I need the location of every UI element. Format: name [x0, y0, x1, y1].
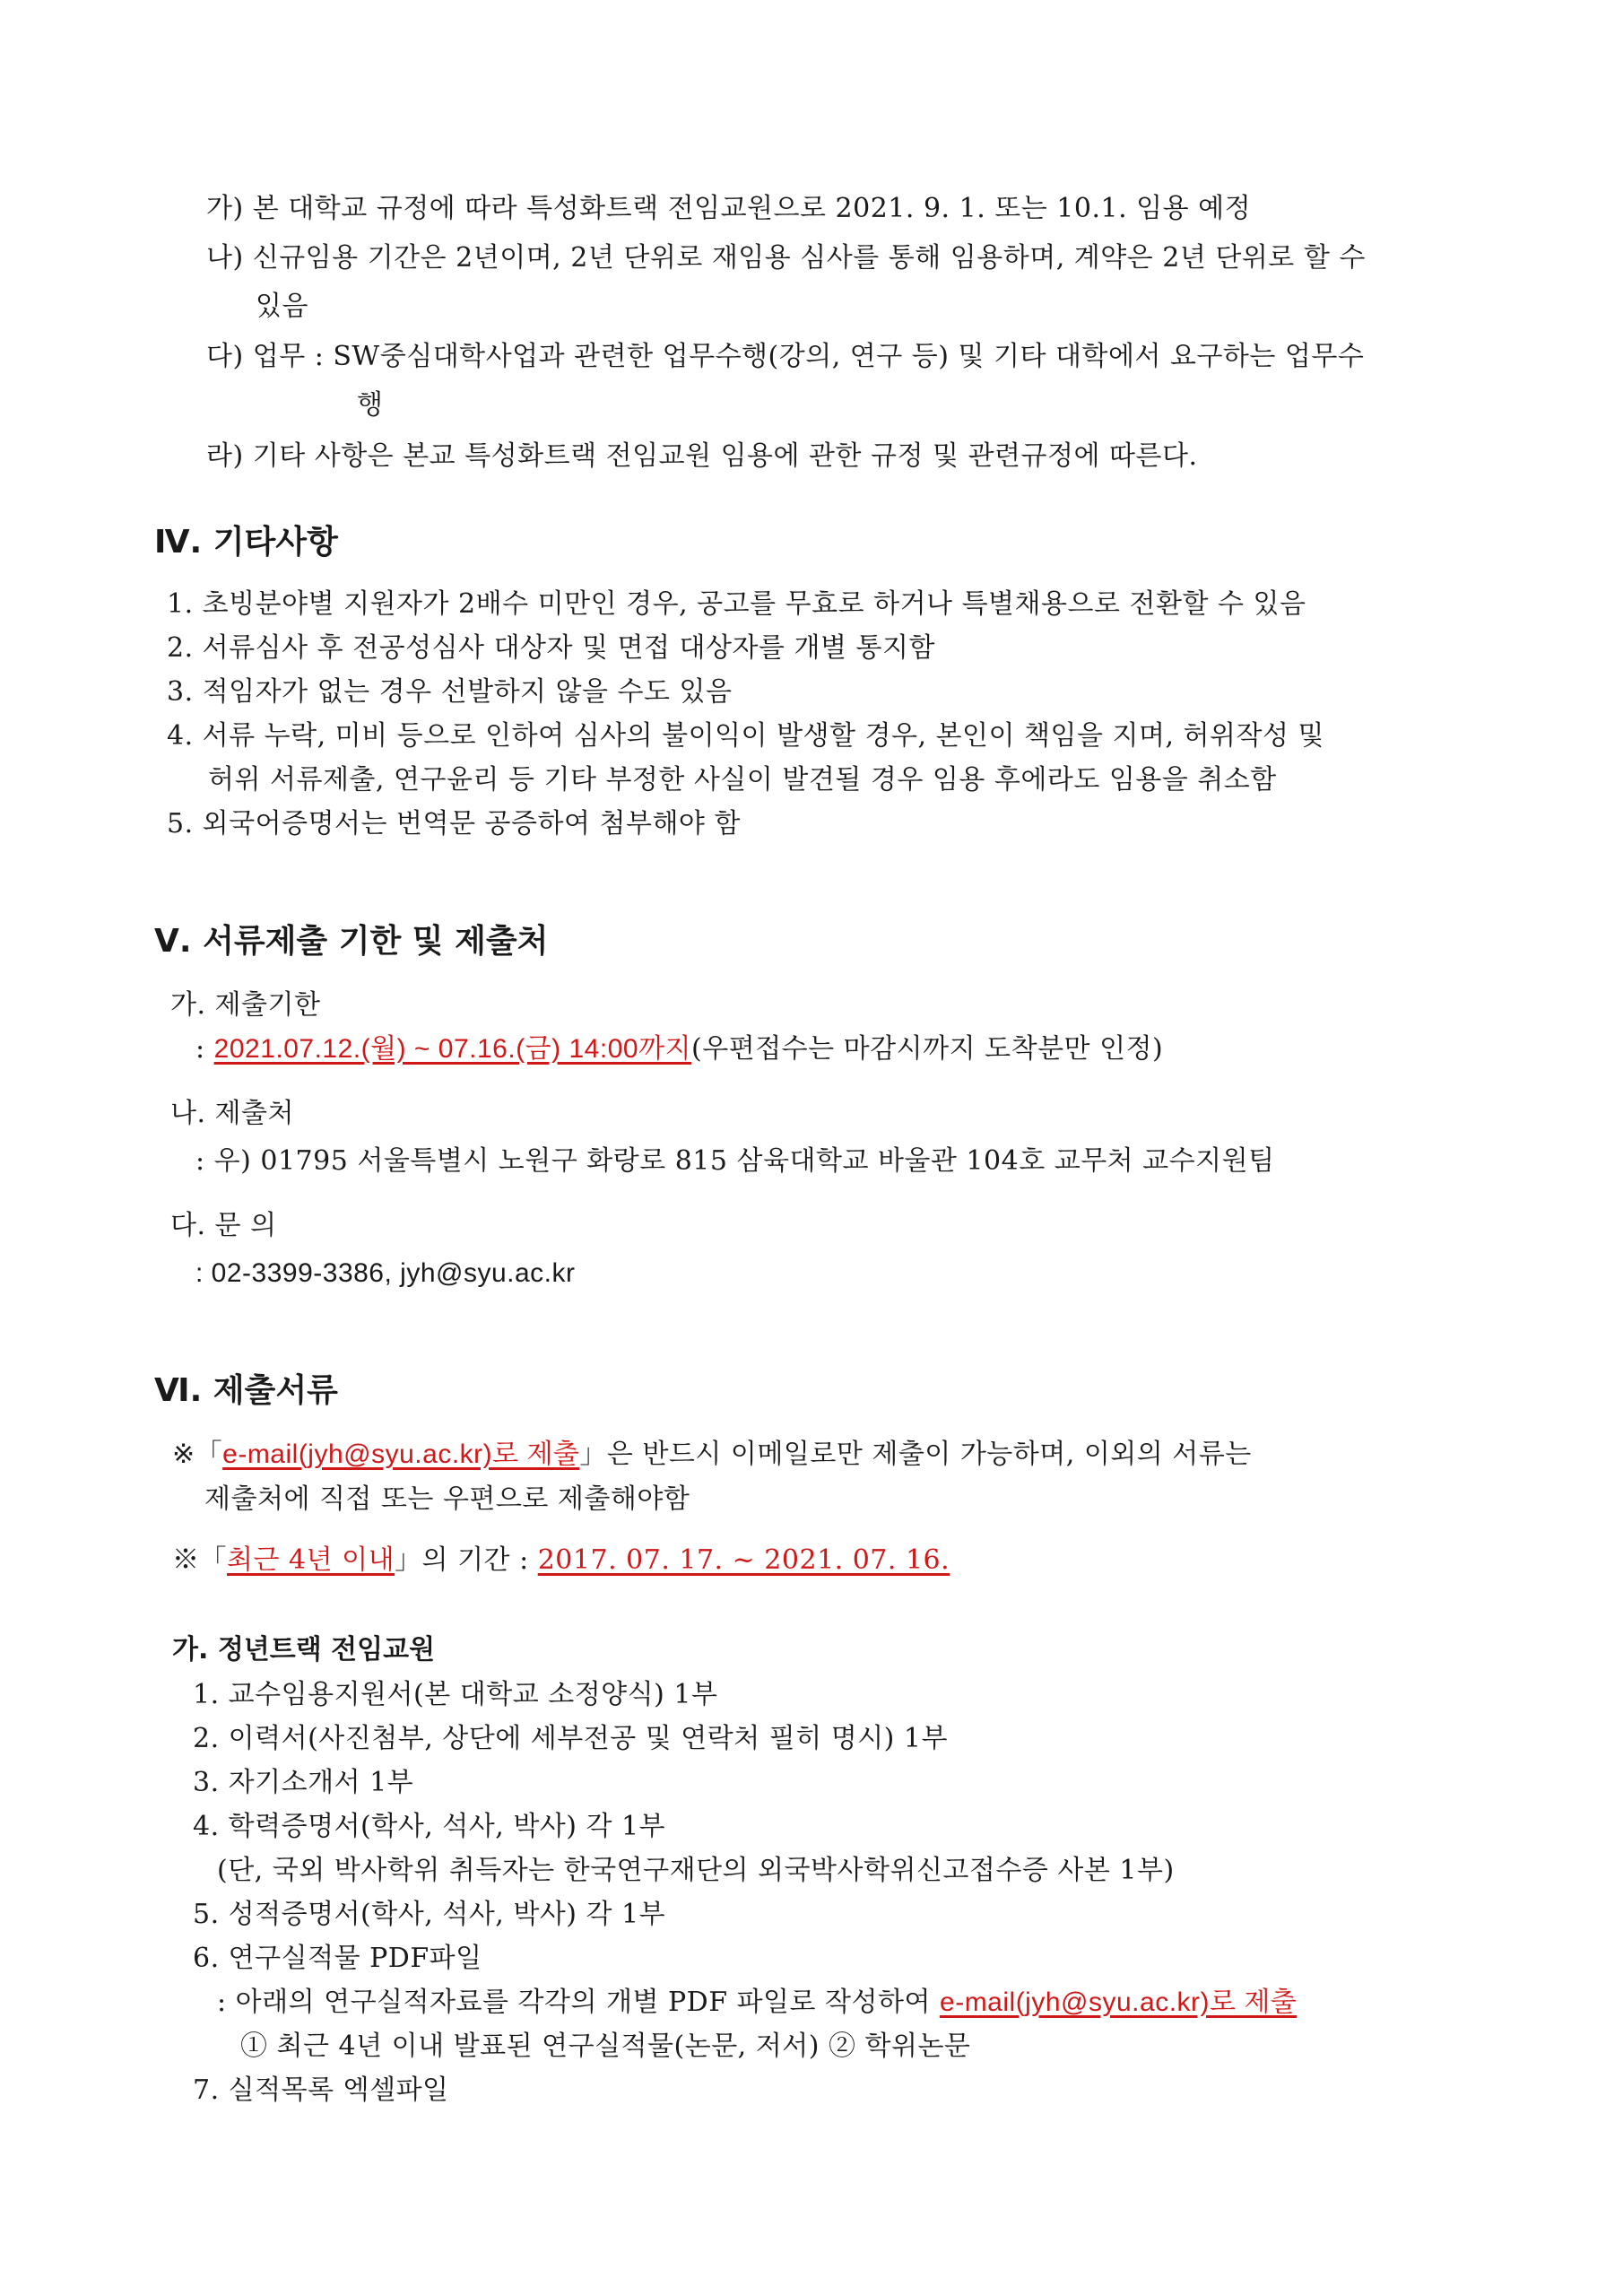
deadline-colon: :: [195, 1033, 214, 1065]
etc-item-1: 1. 초빙분야별 지원자가 2배수 미만인 경우, 공고를 무효로 하거나 특별채용으로 전환할 수 있음: [167, 588, 1306, 620]
item-da-line1: 다) 업무 : SW중심대학사업과 관련한 업무수행(강의, 연구 등) 및 기타 대학에서 요구하는 업무수: [206, 341, 1365, 372]
section-title-submission: Ⅴ. 서류제출 기한 및 제출처: [154, 923, 549, 960]
doc-item-6: 6. 연구실적물 PDF파일: [193, 1943, 482, 1974]
period-range: 2017. 07. 17. ~ 2021. 07. 16.: [537, 1544, 950, 1576]
doc-item-2: 2. 이력서(사진첨부, 상단에 세부전공 및 연락처 필히 명시) 1부: [193, 1723, 948, 1754]
deadline-label: 가. 제출기한: [170, 989, 321, 1021]
deadline-row: [195, 1031, 1163, 1067]
period-note: ※「최근 4년 이내」의 기간 : 2017. 07. 17. ~ 2021. 07. 16.: [172, 1544, 950, 1576]
item-na-line2: 있음: [256, 291, 308, 322]
doc-item-3: 3. 자기소개서 1부: [193, 1767, 414, 1798]
etc-item-3: 3. 적임자가 없는 경우 선발하지 않을 수도 있음: [167, 676, 733, 708]
doc-item-5: 5. 성적증명서(학사, 석사, 박사) 각 1부: [193, 1899, 666, 1930]
deadline-date: 2021.07.12.(월) ~ 07.16.(금) 14:00까지: [213, 1034, 692, 1064]
doc-item-7: 7. 실적목록 엑셀파일: [193, 2074, 449, 2106]
doc-item-6-email: e-mail(jyh@syu.ac.kr)로 제출: [940, 1987, 1298, 2017]
doc-item-4: 4. 학력증명서(학사, 석사, 박사) 각 1부: [193, 1811, 666, 1842]
section-title-etc: Ⅳ. 기타사항: [154, 524, 338, 561]
etc-item-2: 2. 서류심사 후 전공성심사 대상자 및 면접 대상자를 개별 통지함: [167, 632, 935, 664]
recent-4-years-highlight: 최근 4년 이내: [227, 1544, 395, 1576]
inquiry-contact: : 02-3399-3386, jyh@syu.ac.kr: [195, 1258, 576, 1288]
doc-item-4-note: (단, 국외 박사학위 취득자는 한국연구재단의 외국박사학위신고접수증 사본 1부): [217, 1855, 1175, 1886]
place-label: 나. 제출처: [170, 1098, 294, 1129]
item-da-line2: 행: [357, 389, 384, 421]
email-note-line1: ※「e-mail(jyh@syu.ac.kr)로 제출」은 반드시 이메일로만 제출이 가능하며, 이외의 서류는: [172, 1439, 1252, 1470]
item-ga: 가) 본 대학교 규정에 따라 특성화트랙 전임교원으로 2021. 9. 1. 또는 10.1. 임용 예정: [206, 193, 1252, 224]
email-submit-highlight: e-mail(jyh@syu.ac.kr)로 제출: [222, 1439, 580, 1469]
doc-item-6-detail: : 아래의 연구실적자료를 각각의 개별 PDF 파일로 작성하여 e-mail(jyh@syu.ac.kr)로 제출: [217, 1987, 1298, 2018]
email-note-line2: 제출처에 직접 또는 우편으로 제출해야함: [204, 1483, 690, 1515]
subsection-tenure-track: 가. 정년트랙 전임교원: [172, 1634, 436, 1665]
doc-item-6-list: ① 최근 4년 이내 발표된 연구실적물(논문, 저서) ② 학위논문: [240, 2031, 971, 2062]
item-ra: 라) 기타 사항은 본교 특성화트랙 전임교원 임용에 관한 규정 및 관련규정에 따른다.: [206, 440, 1198, 472]
etc-item-5: 5. 외국어증명서는 번역문 공증하여 첨부해야 함: [167, 808, 741, 839]
place-address: : 우) 01795 서울특별시 노원구 화랑로 815 삼육대학교 바울관 104호 교무처 교수지원팀: [195, 1145, 1275, 1177]
section-title-documents: Ⅵ. 제출서류: [154, 1372, 338, 1409]
inquiry-label: 다. 문 의: [170, 1210, 277, 1241]
deadline-note: (우편접수는 마감시까지 도착분만 인정): [691, 1033, 1164, 1065]
etc-item-4-line2: 허위 서류제출, 연구윤리 등 기타 부정한 사실이 발견될 경우 임용 후에라도 임용을 취소함: [208, 764, 1277, 796]
doc-item-1: 1. 교수임용지원서(본 대학교 소정양식) 1부: [193, 1679, 718, 1710]
etc-item-4-line1: 4. 서류 누락, 미비 등으로 인하여 심사의 불이익이 발생할 경우, 본인이 책임을 지며, 허위작성 및: [167, 720, 1324, 752]
item-na-line1: 나) 신규임용 기간은 2년이며, 2년 단위로 재임용 심사를 통해 임용하며, 계약은 2년 단위로 할 수: [206, 242, 1366, 274]
